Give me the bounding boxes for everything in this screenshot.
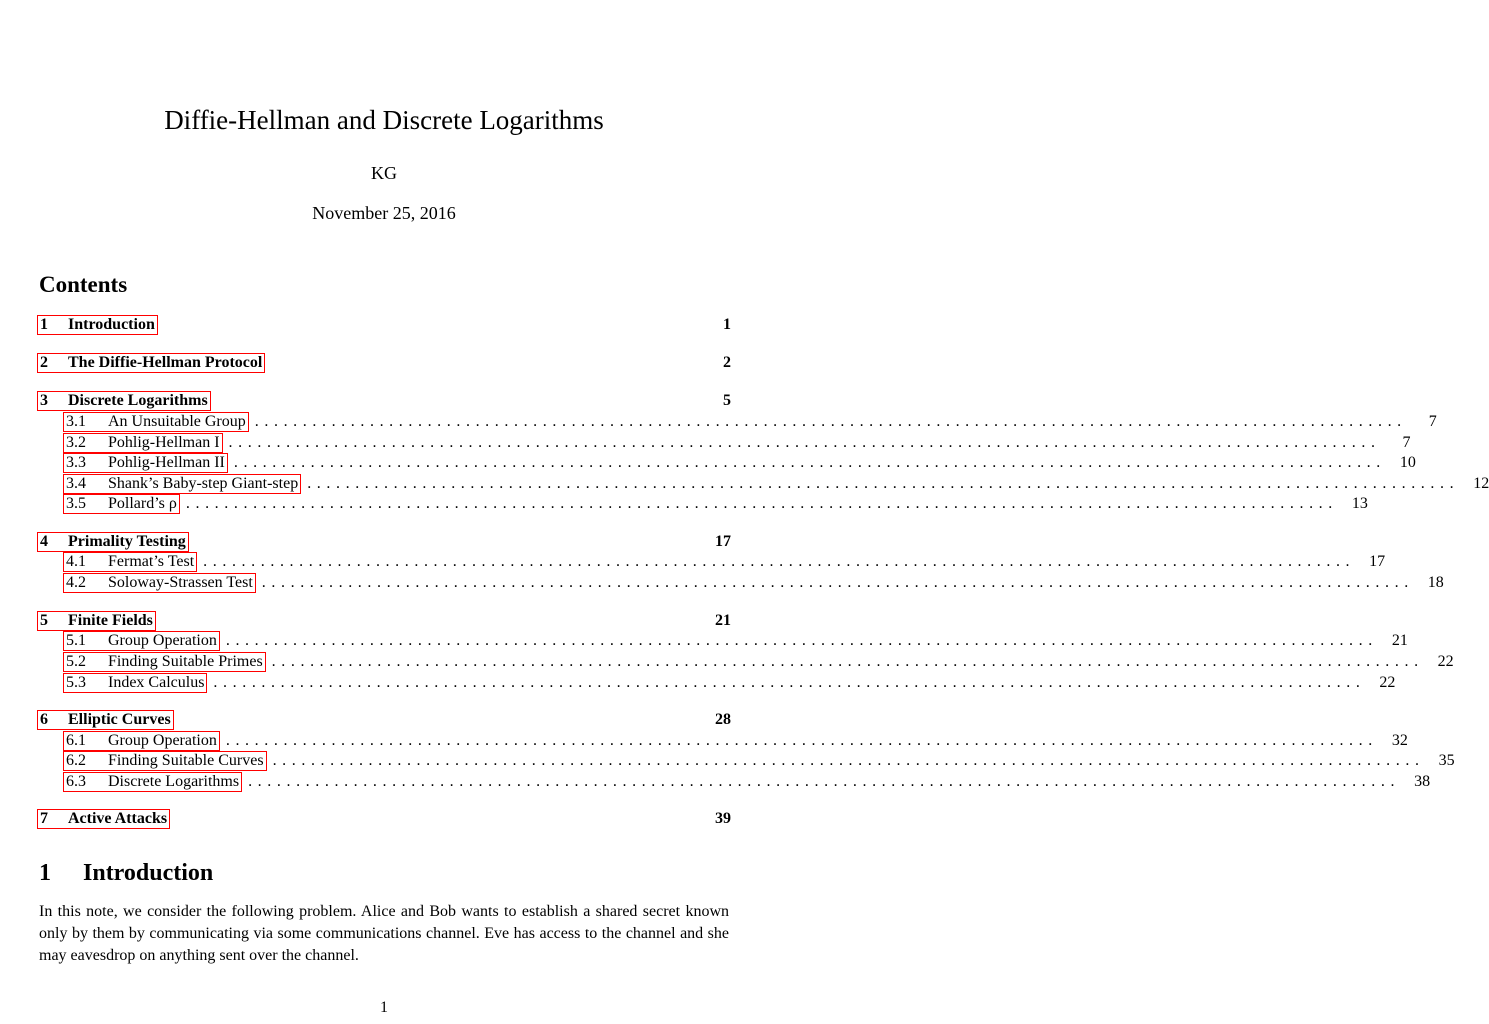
toc-dot-leader: ........................................................................................................................ xyxy=(213,674,1366,691)
toc-entry-title: An Unsuitable Group xyxy=(108,413,246,430)
toc-entry xyxy=(63,433,1411,453)
toc-entry-page: 12 xyxy=(1473,475,1489,492)
toc-entry-title: The Diffie-Hellman Protocol xyxy=(68,354,263,371)
toc-link[interactable] xyxy=(37,710,174,730)
toc-entry-page: 7 xyxy=(1402,434,1411,451)
toc-entry xyxy=(37,710,731,730)
toc-entry-number: 6.1 xyxy=(66,732,86,749)
toc-entry-page: 39 xyxy=(715,810,731,827)
toc-entry-number: 3.2 xyxy=(66,434,86,451)
toc-dot-leader: ........................................................................................................................ xyxy=(261,574,1414,591)
toc-entry-page: 21 xyxy=(715,612,731,629)
page-number: 1 xyxy=(380,999,388,1016)
toc-link[interactable] xyxy=(63,772,242,792)
toc-link[interactable] xyxy=(63,573,256,593)
toc-link[interactable] xyxy=(63,433,223,453)
toc-entry xyxy=(37,809,731,829)
toc-entry-title: Discrete Logarithms xyxy=(68,392,208,409)
toc-entry xyxy=(37,532,731,552)
toc-link[interactable] xyxy=(63,552,197,572)
contents-heading: Contents xyxy=(39,272,128,297)
toc-dot-leader: ........................................................................................................................ xyxy=(203,553,1356,570)
toc-dot-leader: ........................................................................................................................ xyxy=(228,434,1381,451)
toc-entry-number: 5.2 xyxy=(66,653,86,670)
toc-entry-number: 6 xyxy=(40,711,48,728)
toc-link[interactable] xyxy=(63,631,220,651)
toc-entry-page: 7 xyxy=(1428,413,1437,430)
toc-link[interactable] xyxy=(37,532,189,552)
toc-entry-title: Index Calculus xyxy=(108,674,205,691)
toc-link[interactable] xyxy=(63,751,267,771)
toc-entry-title: Primality Testing xyxy=(68,533,186,550)
toc-entry-page: 17 xyxy=(1369,553,1386,570)
toc-entry-number: 5.1 xyxy=(66,632,86,649)
toc-entry-number: 3.5 xyxy=(66,495,86,512)
toc-entry xyxy=(63,573,1444,593)
section-title: Introduction xyxy=(83,860,214,886)
toc-entry xyxy=(63,652,1454,672)
toc-entry-number: 4.2 xyxy=(66,574,86,591)
toc-dot-leader: ........................................................................................................................ xyxy=(254,413,1407,430)
toc-dot-leader: ........................................................................................................................ xyxy=(185,495,1338,512)
toc-entry xyxy=(63,412,1437,432)
toc-dot-leader: ........................................................................................................................ xyxy=(233,454,1386,471)
toc-entry-title: Active Attacks xyxy=(68,810,168,827)
toc-link[interactable] xyxy=(63,412,249,432)
toc-link[interactable] xyxy=(37,809,170,829)
section-number: 1 xyxy=(39,860,51,886)
toc-entry-number: 6.3 xyxy=(66,773,86,790)
toc-dot-leader: ........................................................................................................................ xyxy=(225,632,1378,649)
toc-entry-number: 3.3 xyxy=(66,454,86,471)
toc-entry-number: 5.3 xyxy=(66,674,86,691)
document-author: KG xyxy=(371,163,397,183)
toc-entry xyxy=(63,731,1408,751)
toc-link[interactable] xyxy=(63,731,220,751)
toc-entry-page: 28 xyxy=(715,711,731,728)
toc-link[interactable] xyxy=(37,353,265,373)
toc-entry-number: 1 xyxy=(40,316,48,333)
toc-entry-number: 7 xyxy=(40,810,48,827)
toc-dot-leader: ........................................................................................................................ xyxy=(307,475,1460,492)
toc-entry xyxy=(63,494,1368,514)
toc-entry-title: Pohlig-Hellman II xyxy=(108,454,225,471)
toc-link[interactable] xyxy=(63,673,207,693)
toc-entry-page: 22 xyxy=(1437,653,1454,670)
intro-paragraph: In this note, we consider the following problem. Alice and Bob wants to establish a shared secret known only by them by communicating via some communications channel. Eve has access to the channel and she may eavesdrop on anything sent over the channel. xyxy=(39,903,729,964)
toc-entry-title: Pollard’s ρ xyxy=(108,495,177,512)
toc-entry-number: 2 xyxy=(40,354,48,371)
toc-entry-page: 1 xyxy=(723,316,731,333)
toc-entry xyxy=(37,353,731,373)
document-date: November 25, 2016 xyxy=(312,203,456,223)
toc-entry-title: Finding Suitable Primes xyxy=(108,653,263,670)
toc-entry-title: Finding Suitable Curves xyxy=(108,752,264,769)
toc-entry-number: 3.1 xyxy=(66,413,86,430)
toc-entry-number: 3.4 xyxy=(66,475,86,492)
toc-entry xyxy=(37,611,731,631)
toc-dot-leader: ........................................................................................................................ xyxy=(271,653,1424,670)
toc-link[interactable] xyxy=(63,652,266,672)
toc-entry-title: Pohlig-Hellman I xyxy=(108,434,220,451)
toc-entry-page: 10 xyxy=(1399,454,1416,471)
toc-entry-page: 35 xyxy=(1438,752,1455,769)
toc-link[interactable] xyxy=(63,494,180,514)
toc-link[interactable] xyxy=(63,453,228,473)
toc-entry-title: Shank’s Baby-step Giant-step xyxy=(108,475,299,492)
toc-dot-leader: ........................................................................................................................ xyxy=(225,732,1378,749)
toc-entry xyxy=(63,552,1386,572)
toc-entry-title: Group Operation xyxy=(108,732,217,749)
toc-entry-page: 5 xyxy=(723,392,731,409)
toc-entry-title: Elliptic Curves xyxy=(68,711,171,728)
toc-link[interactable] xyxy=(37,611,156,631)
toc-entry-page: 2 xyxy=(723,354,731,371)
toc-entry-number: 4.1 xyxy=(66,553,86,570)
toc-link[interactable] xyxy=(37,391,211,411)
toc-entry-page: 17 xyxy=(715,533,731,550)
toc-entry xyxy=(63,673,1396,693)
toc-entry-page: 38 xyxy=(1414,773,1431,790)
toc-entry-number: 4 xyxy=(40,533,48,550)
toc-link[interactable] xyxy=(37,315,158,335)
toc-entry xyxy=(63,474,1489,494)
toc-entry-page: 13 xyxy=(1351,495,1368,512)
toc-entry xyxy=(63,751,1455,771)
toc-entry-title: Group Operation xyxy=(108,632,217,649)
toc-entry xyxy=(63,772,1431,792)
toc-dot-leader: ........................................................................................................................ xyxy=(272,752,1425,769)
toc-entry xyxy=(37,315,731,335)
toc-entry-page: 21 xyxy=(1391,632,1408,649)
section-heading xyxy=(39,857,213,889)
toc-entry-title: Finite Fields xyxy=(68,612,153,629)
toc-entry-title: Soloway-Strassen Test xyxy=(108,574,253,591)
toc-entry-number: 5 xyxy=(40,612,48,629)
document-title: Diffie-Hellman and Discrete Logarithms xyxy=(164,105,604,135)
toc-entry xyxy=(37,391,731,411)
toc-entry-number: 3 xyxy=(40,392,48,409)
toc-entry-page: 32 xyxy=(1391,732,1408,749)
toc-entry xyxy=(63,631,1408,651)
toc-link[interactable] xyxy=(63,474,301,494)
toc-entry xyxy=(63,453,1416,473)
toc-entry-title: Discrete Logarithms xyxy=(108,773,240,790)
toc-dot-leader: ........................................................................................................................ xyxy=(248,773,1401,790)
toc-entry-page: 18 xyxy=(1427,574,1444,591)
toc-entry-title: Introduction xyxy=(68,316,155,333)
toc-entry-page: 22 xyxy=(1379,674,1396,691)
toc-entry-number: 6.2 xyxy=(66,752,86,769)
toc-entry-title: Fermat’s Test xyxy=(108,553,195,570)
